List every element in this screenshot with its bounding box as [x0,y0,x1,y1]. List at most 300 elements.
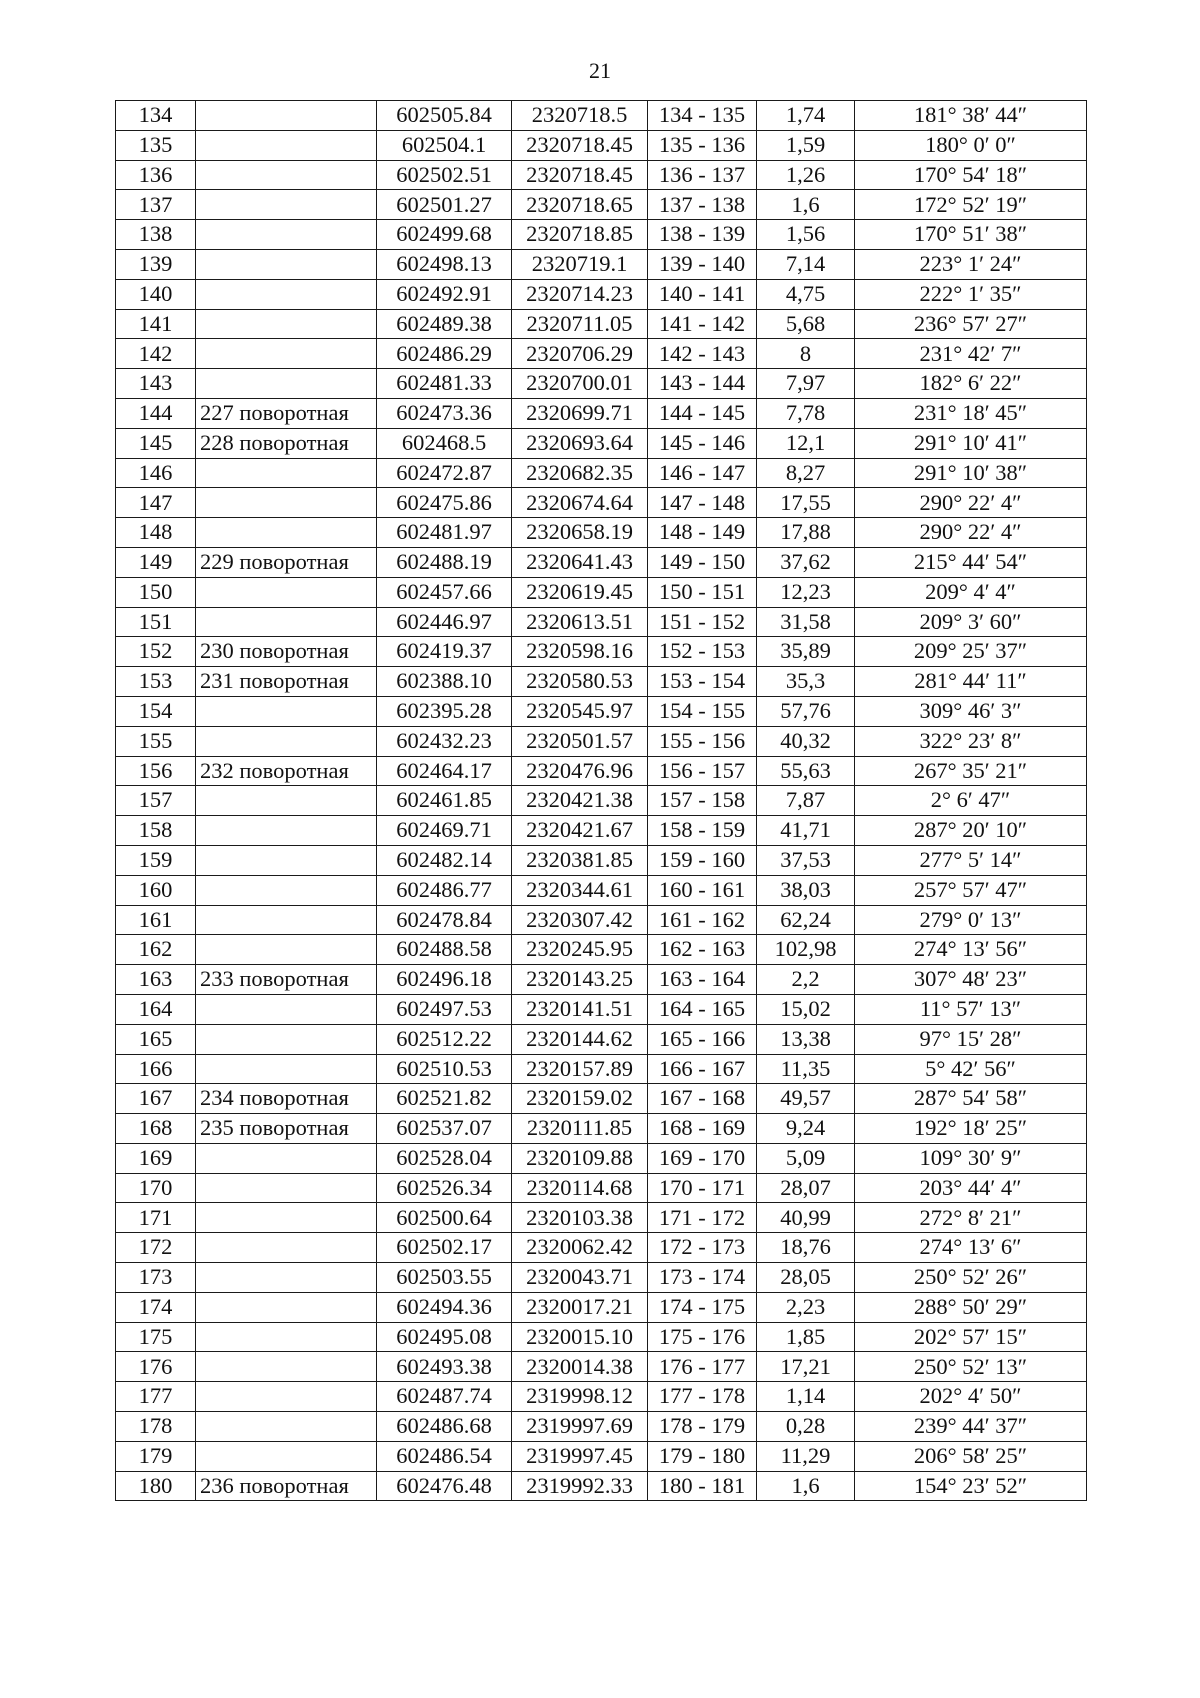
direction-angle-cell: 109° 30′ 9″ [855,1143,1087,1173]
table-row [116,190,1087,220]
direction-angle-cell: 287° 20′ 10″ [855,816,1087,846]
x-coordinate-cell: 602505.84 [377,101,512,131]
length-cell: 4,75 [757,279,855,309]
point-name-cell [196,1263,377,1293]
segment-cell: 154 - 155 [648,696,757,726]
direction-angle-cell: 231° 18′ 45″ [855,398,1087,428]
direction-angle-cell: 182° 6′ 22″ [855,369,1087,399]
direction-angle-cell: 209° 4′ 4″ [855,577,1087,607]
table-row [116,428,1087,458]
point-name-cell [196,696,377,726]
direction-angle-cell: 250° 52′ 26″ [855,1263,1087,1293]
y-coordinate-cell: 2319997.69 [512,1412,648,1442]
point-name-cell [196,1203,377,1233]
point-number-cell: 163 [116,965,196,995]
point-number-cell: 161 [116,905,196,935]
segment-cell: 177 - 178 [648,1382,757,1412]
point-name-cell [196,518,377,548]
length-cell: 55,63 [757,756,855,786]
y-coordinate-cell: 2320718.85 [512,220,648,250]
length-cell: 2,2 [757,965,855,995]
point-name-cell: 236 поворотная [196,1471,377,1501]
length-cell: 2,23 [757,1292,855,1322]
segment-cell: 164 - 165 [648,994,757,1024]
point-number-cell: 175 [116,1322,196,1352]
direction-angle-cell: 223° 1′ 24″ [855,249,1087,279]
point-name-cell [196,1292,377,1322]
point-number-cell: 158 [116,816,196,846]
direction-angle-cell: 281° 44′ 11″ [855,667,1087,697]
direction-angle-cell: 181° 38′ 44″ [855,101,1087,131]
point-name-cell [196,816,377,846]
point-number-cell: 170 [116,1173,196,1203]
point-number-cell: 179 [116,1441,196,1471]
point-number-cell: 142 [116,339,196,369]
point-name-cell: 229 поворотная [196,547,377,577]
y-coordinate-cell: 2320043.71 [512,1263,648,1293]
point-name-cell [196,577,377,607]
direction-angle-cell: 307° 48′ 23″ [855,965,1087,995]
y-coordinate-cell: 2320157.89 [512,1054,648,1084]
segment-cell: 136 - 137 [648,160,757,190]
point-name-cell [196,1233,377,1263]
table-row [116,1054,1087,1084]
length-cell: 17,21 [757,1352,855,1382]
x-coordinate-cell: 602475.86 [377,488,512,518]
point-name-cell: 233 поворотная [196,965,377,995]
point-name-cell [196,1322,377,1352]
segment-cell: 143 - 144 [648,369,757,399]
x-coordinate-cell: 602488.19 [377,547,512,577]
y-coordinate-cell: 2320598.16 [512,637,648,667]
point-number-cell: 155 [116,726,196,756]
x-coordinate-cell: 602498.13 [377,249,512,279]
y-coordinate-cell: 2320682.35 [512,458,648,488]
length-cell: 12,1 [757,428,855,458]
point-number-cell: 145 [116,428,196,458]
y-coordinate-cell: 2320307.42 [512,905,648,935]
direction-angle-cell: 222° 1′ 35″ [855,279,1087,309]
table-row [116,1352,1087,1382]
table-row [116,518,1087,548]
x-coordinate-cell: 602464.17 [377,756,512,786]
x-coordinate-cell: 602472.87 [377,458,512,488]
length-cell: 40,99 [757,1203,855,1233]
point-name-cell [196,249,377,279]
point-number-cell: 151 [116,607,196,637]
table-row [116,369,1087,399]
point-number-cell: 140 [116,279,196,309]
x-coordinate-cell: 602510.53 [377,1054,512,1084]
y-coordinate-cell: 2320714.23 [512,279,648,309]
point-number-cell: 173 [116,1263,196,1293]
length-cell: 40,32 [757,726,855,756]
point-number-cell: 141 [116,309,196,339]
segment-cell: 153 - 154 [648,667,757,697]
length-cell: 37,53 [757,845,855,875]
segment-cell: 152 - 153 [648,637,757,667]
point-number-cell: 139 [116,249,196,279]
point-name-cell [196,607,377,637]
x-coordinate-cell: 602499.68 [377,220,512,250]
length-cell: 41,71 [757,816,855,846]
y-coordinate-cell: 2320619.45 [512,577,648,607]
x-coordinate-cell: 602395.28 [377,696,512,726]
point-name-cell [196,488,377,518]
point-name-cell [196,369,377,399]
point-number-cell: 162 [116,935,196,965]
direction-angle-cell: 236° 57′ 27″ [855,309,1087,339]
y-coordinate-cell: 2320699.71 [512,398,648,428]
point-number-cell: 177 [116,1382,196,1412]
point-number-cell: 143 [116,369,196,399]
x-coordinate-cell: 602496.18 [377,965,512,995]
direction-angle-cell: 11° 57′ 13″ [855,994,1087,1024]
segment-cell: 180 - 181 [648,1471,757,1501]
point-name-cell [196,309,377,339]
table-row [116,905,1087,935]
length-cell: 5,68 [757,309,855,339]
length-cell: 1,85 [757,1322,855,1352]
segment-cell: 138 - 139 [648,220,757,250]
direction-angle-cell: 206° 58′ 25″ [855,1441,1087,1471]
x-coordinate-cell: 602481.97 [377,518,512,548]
table-row [116,637,1087,667]
direction-angle-cell: 272° 8′ 21″ [855,1203,1087,1233]
length-cell: 62,24 [757,905,855,935]
length-cell: 0,28 [757,1412,855,1442]
point-name-cell [196,160,377,190]
point-name-cell [196,1173,377,1203]
length-cell: 7,14 [757,249,855,279]
table-row [116,1173,1087,1203]
table-row [116,130,1087,160]
point-number-cell: 135 [116,130,196,160]
point-name-cell [196,190,377,220]
table-row [116,1382,1087,1412]
segment-cell: 165 - 166 [648,1024,757,1054]
length-cell: 11,35 [757,1054,855,1084]
table-row [116,279,1087,309]
x-coordinate-cell: 602494.36 [377,1292,512,1322]
length-cell: 7,78 [757,398,855,428]
x-coordinate-cell: 602461.85 [377,786,512,816]
segment-cell: 173 - 174 [648,1263,757,1293]
point-number-cell: 169 [116,1143,196,1173]
length-cell: 1,6 [757,190,855,220]
direction-angle-cell: 287° 54′ 58″ [855,1084,1087,1114]
table-row [116,756,1087,786]
segment-cell: 148 - 149 [648,518,757,548]
table-body [116,101,1087,1501]
table-row [116,1084,1087,1114]
x-coordinate-cell: 602521.82 [377,1084,512,1114]
point-number-cell: 164 [116,994,196,1024]
y-coordinate-cell: 2320476.96 [512,756,648,786]
segment-cell: 178 - 179 [648,1412,757,1442]
point-number-cell: 146 [116,458,196,488]
x-coordinate-cell: 602476.48 [377,1471,512,1501]
direction-angle-cell: 202° 4′ 50″ [855,1382,1087,1412]
point-name-cell [196,935,377,965]
table-row [116,1114,1087,1144]
point-name-cell [196,845,377,875]
length-cell: 1,74 [757,101,855,131]
table-row [116,667,1087,697]
x-coordinate-cell: 602500.64 [377,1203,512,1233]
x-coordinate-cell: 602495.08 [377,1322,512,1352]
table-row [116,547,1087,577]
y-coordinate-cell: 2320711.05 [512,309,648,339]
length-cell: 28,07 [757,1173,855,1203]
direction-angle-cell: 170° 51′ 38″ [855,220,1087,250]
segment-cell: 135 - 136 [648,130,757,160]
direction-angle-cell: 277° 5′ 14″ [855,845,1087,875]
x-coordinate-cell: 602388.10 [377,667,512,697]
x-coordinate-cell: 602486.68 [377,1412,512,1442]
y-coordinate-cell: 2320015.10 [512,1322,648,1352]
point-name-cell [196,130,377,160]
y-coordinate-cell: 2320613.51 [512,607,648,637]
direction-angle-cell: 250° 52′ 13″ [855,1352,1087,1382]
y-coordinate-cell: 2320545.97 [512,696,648,726]
y-coordinate-cell: 2320014.38 [512,1352,648,1382]
point-number-cell: 157 [116,786,196,816]
segment-cell: 168 - 169 [648,1114,757,1144]
length-cell: 1,56 [757,220,855,250]
table-row [116,1024,1087,1054]
x-coordinate-cell: 602504.1 [377,130,512,160]
table-row [116,1322,1087,1352]
direction-angle-cell: 291° 10′ 41″ [855,428,1087,458]
segment-cell: 144 - 145 [648,398,757,428]
y-coordinate-cell: 2320501.57 [512,726,648,756]
direction-angle-cell: 172° 52′ 19″ [855,190,1087,220]
segment-cell: 161 - 162 [648,905,757,935]
length-cell: 17,55 [757,488,855,518]
point-name-cell [196,220,377,250]
direction-angle-cell: 279° 0′ 13″ [855,905,1087,935]
y-coordinate-cell: 2320658.19 [512,518,648,548]
y-coordinate-cell: 2320674.64 [512,488,648,518]
point-name-cell: 230 поворотная [196,637,377,667]
x-coordinate-cell: 602497.53 [377,994,512,1024]
table-row [116,309,1087,339]
x-coordinate-cell: 602468.5 [377,428,512,458]
x-coordinate-cell: 602457.66 [377,577,512,607]
length-cell: 1,59 [757,130,855,160]
y-coordinate-cell: 2320641.43 [512,547,648,577]
point-name-cell [196,101,377,131]
segment-cell: 172 - 173 [648,1233,757,1263]
point-name-cell: 235 поворотная [196,1114,377,1144]
length-cell: 49,57 [757,1084,855,1114]
direction-angle-cell: 231° 42′ 7″ [855,339,1087,369]
segment-cell: 176 - 177 [648,1352,757,1382]
coordinates-table [115,100,1087,1501]
x-coordinate-cell: 602502.51 [377,160,512,190]
point-name-cell [196,1024,377,1054]
segment-cell: 160 - 161 [648,875,757,905]
table-row [116,1471,1087,1501]
length-cell: 11,29 [757,1441,855,1471]
y-coordinate-cell: 2320421.67 [512,816,648,846]
point-number-cell: 165 [116,1024,196,1054]
segment-cell: 162 - 163 [648,935,757,965]
segment-cell: 141 - 142 [648,309,757,339]
point-name-cell [196,458,377,488]
point-name-cell: 231 поворотная [196,667,377,697]
segment-cell: 134 - 135 [648,101,757,131]
segment-cell: 137 - 138 [648,190,757,220]
x-coordinate-cell: 602526.34 [377,1173,512,1203]
segment-cell: 163 - 164 [648,965,757,995]
segment-cell: 155 - 156 [648,726,757,756]
segment-cell: 150 - 151 [648,577,757,607]
x-coordinate-cell: 602486.29 [377,339,512,369]
point-number-cell: 176 [116,1352,196,1382]
length-cell: 37,62 [757,547,855,577]
y-coordinate-cell: 2320718.5 [512,101,648,131]
y-coordinate-cell: 2319998.12 [512,1382,648,1412]
y-coordinate-cell: 2320421.38 [512,786,648,816]
table-row [116,249,1087,279]
x-coordinate-cell: 602486.54 [377,1441,512,1471]
y-coordinate-cell: 2320580.53 [512,667,648,697]
segment-cell: 166 - 167 [648,1054,757,1084]
direction-angle-cell: 274° 13′ 56″ [855,935,1087,965]
x-coordinate-cell: 602487.74 [377,1382,512,1412]
x-coordinate-cell: 602419.37 [377,637,512,667]
length-cell: 1,26 [757,160,855,190]
y-coordinate-cell: 2320700.01 [512,369,648,399]
point-name-cell [196,786,377,816]
direction-angle-cell: 97° 15′ 28″ [855,1024,1087,1054]
point-number-cell: 150 [116,577,196,607]
length-cell: 38,03 [757,875,855,905]
point-number-cell: 153 [116,667,196,697]
table-row [116,607,1087,637]
segment-cell: 142 - 143 [648,339,757,369]
x-coordinate-cell: 602493.38 [377,1352,512,1382]
table-row [116,875,1087,905]
direction-angle-cell: 203° 44′ 4″ [855,1173,1087,1203]
point-number-cell: 136 [116,160,196,190]
point-number-cell: 152 [116,637,196,667]
table-row [116,845,1087,875]
point-name-cell: 232 поворотная [196,756,377,786]
length-cell: 7,87 [757,786,855,816]
direction-angle-cell: 209° 3′ 60″ [855,607,1087,637]
y-coordinate-cell: 2320103.38 [512,1203,648,1233]
direction-angle-cell: 2° 6′ 47″ [855,786,1087,816]
segment-cell: 158 - 159 [648,816,757,846]
table-row [116,339,1087,369]
length-cell: 31,58 [757,607,855,637]
point-name-cell [196,726,377,756]
y-coordinate-cell: 2320114.68 [512,1173,648,1203]
point-number-cell: 138 [116,220,196,250]
direction-angle-cell: 288° 50′ 29″ [855,1292,1087,1322]
segment-cell: 157 - 158 [648,786,757,816]
direction-angle-cell: 170° 54′ 18″ [855,160,1087,190]
y-coordinate-cell: 2320693.64 [512,428,648,458]
length-cell: 9,24 [757,1114,855,1144]
point-number-cell: 168 [116,1114,196,1144]
point-number-cell: 156 [116,756,196,786]
x-coordinate-cell: 602469.71 [377,816,512,846]
x-coordinate-cell: 602446.97 [377,607,512,637]
x-coordinate-cell: 602488.58 [377,935,512,965]
table-row [116,965,1087,995]
segment-cell: 146 - 147 [648,458,757,488]
segment-cell: 151 - 152 [648,607,757,637]
length-cell: 1,6 [757,1471,855,1501]
table-row [116,101,1087,131]
y-coordinate-cell: 2320144.62 [512,1024,648,1054]
segment-cell: 169 - 170 [648,1143,757,1173]
length-cell: 57,76 [757,696,855,726]
x-coordinate-cell: 602537.07 [377,1114,512,1144]
table-row [116,488,1087,518]
y-coordinate-cell: 2320706.29 [512,339,648,369]
point-number-cell: 148 [116,518,196,548]
table-row [116,1292,1087,1322]
segment-cell: 171 - 172 [648,1203,757,1233]
x-coordinate-cell: 602482.14 [377,845,512,875]
segment-cell: 159 - 160 [648,845,757,875]
length-cell: 12,23 [757,577,855,607]
direction-angle-cell: 192° 18′ 25″ [855,1114,1087,1144]
point-number-cell: 134 [116,101,196,131]
length-cell: 28,05 [757,1263,855,1293]
y-coordinate-cell: 2320718.65 [512,190,648,220]
point-number-cell: 171 [116,1203,196,1233]
length-cell: 13,38 [757,1024,855,1054]
table-row [116,1203,1087,1233]
point-number-cell: 160 [116,875,196,905]
segment-cell: 140 - 141 [648,279,757,309]
point-number-cell: 167 [116,1084,196,1114]
point-name-cell [196,1143,377,1173]
direction-angle-cell: 290° 22′ 4″ [855,518,1087,548]
point-name-cell [196,1412,377,1442]
length-cell: 35,89 [757,637,855,667]
segment-cell: 175 - 176 [648,1322,757,1352]
y-coordinate-cell: 2320143.25 [512,965,648,995]
segment-cell: 170 - 171 [648,1173,757,1203]
point-name-cell: 227 поворотная [196,398,377,428]
direction-angle-cell: 257° 57′ 47″ [855,875,1087,905]
point-name-cell [196,279,377,309]
table-row [116,935,1087,965]
point-number-cell: 154 [116,696,196,726]
table-row [116,1143,1087,1173]
point-name-cell [196,875,377,905]
y-coordinate-cell: 2319992.33 [512,1471,648,1501]
x-coordinate-cell: 602501.27 [377,190,512,220]
segment-cell: 167 - 168 [648,1084,757,1114]
point-number-cell: 149 [116,547,196,577]
segment-cell: 145 - 146 [648,428,757,458]
y-coordinate-cell: 2320109.88 [512,1143,648,1173]
point-number-cell: 180 [116,1471,196,1501]
point-number-cell: 172 [116,1233,196,1263]
point-name-cell: 234 поворотная [196,1084,377,1114]
point-name-cell [196,1352,377,1382]
point-number-cell: 174 [116,1292,196,1322]
length-cell: 1,14 [757,1382,855,1412]
